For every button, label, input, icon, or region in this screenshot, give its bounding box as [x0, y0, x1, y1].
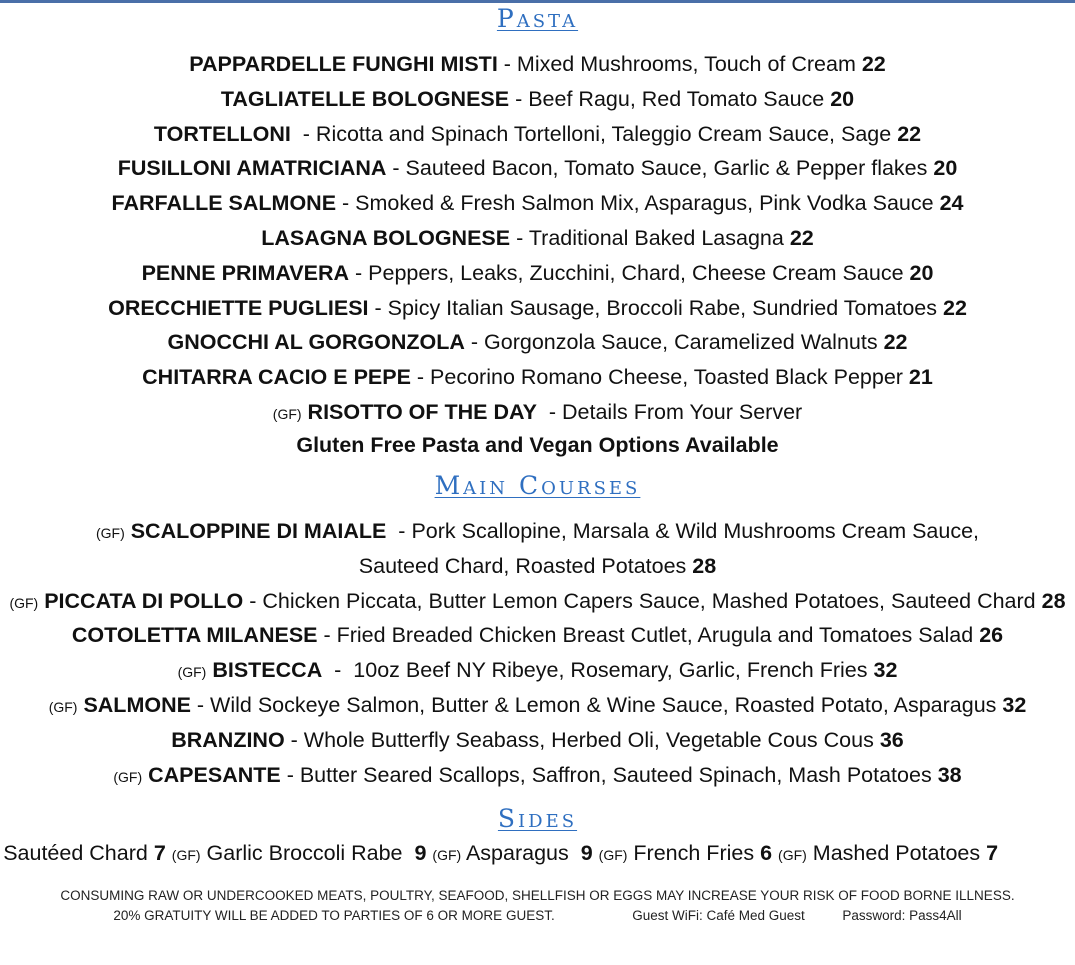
pasta-menu-item: [0, 328, 1075, 356]
pasta-menu-item: [0, 398, 1075, 428]
dish-description: Fried Breaded Chicken Breast Cutlet, Arugula and Tomatoes Salad: [336, 623, 974, 648]
dish-description: Details From Your Server: [562, 400, 803, 424]
dish-price: 24: [939, 191, 964, 216]
gluten-free-tag: (GF): [48, 699, 78, 715]
main-menu-item: [0, 726, 1075, 754]
dish-description: Peppers, Leaks, Zucchini, Chard, Cheese Cream Sauce: [368, 260, 904, 285]
sides-line: [0, 839, 1075, 869]
dish-price: 21: [908, 365, 933, 390]
dish-price: 36: [879, 727, 904, 752]
dish-price: 22: [942, 295, 967, 320]
footer-warning: CONSUMING RAW OR UNDERCOOKED MEATS, POULTRY, SEAFOOD, SHELLFISH OR EGGS MAY INCREASE YOUR RISK OF FOOD BORNE ILLNESS.: [60, 888, 1015, 903]
gluten-free-tag: (GF): [95, 525, 125, 541]
pasta-menu-item: [0, 294, 1075, 322]
side-name: Mashed Potatoes: [812, 841, 981, 865]
dish-price: 20: [933, 156, 958, 181]
dish-price: 28: [1041, 588, 1066, 613]
pasta-menu-item: [0, 85, 1075, 113]
dish-separator: -: [280, 762, 300, 787]
footer-info: [0, 907, 1075, 925]
pasta-menu-item: [0, 259, 1075, 287]
dish-separator: -: [464, 330, 485, 355]
dish-name: RISOTTO OF THE DAY: [307, 400, 537, 424]
dish-price: 28: [692, 553, 717, 578]
side-price: 9: [414, 841, 427, 865]
dish-name: TORTELLONI: [153, 121, 291, 146]
dish-description: Whole Butterfly Seabass, Herbed Oli, Vegetable Cous Cous: [303, 727, 874, 752]
dish-price: 22: [861, 52, 886, 76]
dish-name: BISTECCA: [212, 658, 323, 683]
dish-price: 22: [897, 121, 922, 146]
dish-separator: -: [386, 156, 406, 181]
gluten-free-tag: (GF): [432, 847, 462, 863]
dish-description: Pork Scallopine, Marsala & Wild Mushrooms Cream Sauce,: [411, 519, 980, 543]
dish-name: COTOLETTA MILANESE: [71, 623, 318, 648]
gluten-free-tag: (GF): [272, 406, 302, 422]
side-price: 9: [580, 841, 593, 865]
dish-description: Ricotta and Spinach Tortelloni, Taleggio Cream Sauce, Sage: [315, 121, 892, 146]
side-price: 7: [153, 841, 166, 865]
dish-description: Mixed Mushrooms, Touch of Cream: [516, 52, 856, 76]
side-name: Asparagus: [465, 841, 575, 865]
main-menu-item: [0, 552, 1075, 580]
footer-wifi: Guest WiFi: Café Med Guest: [632, 908, 805, 923]
dish-name: SALMONE: [83, 693, 191, 717]
dish-separator: -: [317, 623, 337, 648]
dish-separator: -: [386, 519, 412, 543]
dish-name: FUSILLONI AMATRICIANA: [117, 156, 387, 181]
dish-price: 38: [937, 762, 962, 787]
gluten-free-tag: (GF): [171, 847, 201, 863]
dish-separator: -: [510, 226, 529, 250]
main-courses-heading: Main Courses: [434, 471, 641, 500]
side-price: 7: [986, 841, 999, 865]
dish-separator: -: [336, 191, 356, 216]
dish-description: Butter Seared Scallops, Saffron, Sauteed Spinach, Mash Potatoes: [299, 762, 932, 787]
dish-description: Pecorino Romano Cheese, Toasted Black Pepper: [430, 365, 903, 390]
pasta-menu-item: [0, 154, 1075, 182]
dish-price: 22: [789, 226, 814, 250]
dish-description: Traditional Baked Lasagna: [528, 226, 784, 250]
side-price: 6: [760, 841, 773, 865]
dish-price: 32: [1002, 693, 1027, 717]
pasta-menu-item: [0, 224, 1075, 252]
dish-separator: -: [349, 260, 369, 285]
dish-separator: -: [497, 52, 517, 76]
footer-password: Password: Pass4All: [842, 908, 962, 923]
dish-description: Chicken Piccata, Butter Lemon Capers Sauce, Mashed Potatoes, Sauteed Chard: [262, 588, 1036, 613]
dish-description: Sauteed Bacon, Tomato Sauce, Garlic & Pepper flakes: [405, 156, 928, 181]
dish-name: ORECCHIETTE PUGLIESI: [108, 295, 369, 320]
main-menu-item: [0, 761, 1075, 791]
pasta-heading: Pasta: [496, 4, 579, 33]
dish-name: LASAGNA BOLOGNESE: [261, 226, 511, 250]
main-menu-item: [0, 621, 1075, 649]
pasta-menu-item: [0, 50, 1075, 78]
main-menu-item: [0, 656, 1075, 686]
dish-name: SCALOPPINE DI MAIALE: [130, 519, 387, 543]
footer-gratuity: 20% GRATUITY WILL BE ADDED TO PARTIES OF 6 OR MORE GUEST.: [113, 908, 555, 923]
dish-description: Beef Ragu, Red Tomato Sauce: [528, 86, 825, 111]
main-menu-item: [0, 691, 1075, 721]
dish-name: BRANZINO: [171, 727, 285, 752]
dish-price: 26: [979, 623, 1004, 648]
dish-name: PENNE PRIMAVERA: [141, 260, 350, 285]
dish-description: Spicy Italian Sausage, Broccoli Rabe, Sundried Tomatoes: [387, 295, 937, 320]
dish-separator: -: [368, 295, 388, 320]
side-name: French Fries: [633, 841, 755, 865]
dish-price: 20: [830, 86, 855, 111]
gluten-free-tag: (GF): [177, 664, 207, 681]
top-border: [0, 0, 1075, 3]
dish-separator: -: [284, 727, 304, 752]
side-name: Sautéed Chard: [3, 841, 148, 865]
dish-separator: -: [290, 121, 316, 146]
pasta-menu-item: [0, 189, 1075, 217]
side-name: Garlic Broccoli Rabe: [206, 841, 409, 865]
gluten-free-tag: (GF): [113, 768, 143, 785]
dish-name: PICCATA DI POLLO: [44, 588, 244, 613]
dish-separator: -: [536, 400, 563, 424]
dish-price: 20: [909, 260, 934, 285]
dish-description: 10oz Beef NY Ribeye, Rosemary, Garlic, French Fries: [353, 658, 868, 683]
gluten-free-tag: (GF): [778, 847, 807, 863]
dish-name: FARFALLE SALMONE: [111, 191, 337, 216]
pasta-menu-item: [0, 363, 1075, 391]
dish-separator: -: [410, 365, 431, 390]
dish-separator: -: [243, 588, 263, 613]
gluten-free-tag: (GF): [9, 594, 39, 611]
dish-separator: -: [509, 86, 529, 111]
dish-description: Wild Sockeye Salmon, Butter & Lemon & Wine Sauce, Roasted Potato, Asparagus: [210, 693, 997, 717]
gluten-free-tag: (GF): [598, 847, 628, 863]
dish-description: Sauteed Chard, Roasted Potatoes: [358, 553, 687, 578]
dish-name: CHITARRA CACIO E PEPE: [142, 365, 411, 390]
dish-name: GNOCCHI AL GORGONZOLA: [167, 330, 465, 355]
dish-name: PAPPARDELLE FUNGHI MISTI: [189, 52, 498, 76]
dish-price: 32: [873, 658, 898, 683]
dish-name: TAGLIATELLE BOLOGNESE: [220, 86, 510, 111]
pasta-note: Gluten Free Pasta and Vegan Options Available: [296, 433, 779, 457]
dish-separator: -: [190, 693, 211, 717]
main-menu-item: [0, 587, 1075, 617]
dish-separator: -: [322, 658, 354, 683]
dish-description: Gorgonzola Sauce, Caramelized Walnuts: [484, 330, 878, 355]
sides-heading: Sides: [497, 804, 578, 833]
dish-name: CAPESANTE: [148, 762, 281, 787]
pasta-menu-item: [0, 120, 1075, 148]
dish-price: 22: [883, 330, 908, 355]
main-menu-item: [0, 517, 1075, 547]
dish-description: Smoked & Fresh Salmon Mix, Asparagus, Pink Vodka Sauce: [355, 191, 934, 216]
